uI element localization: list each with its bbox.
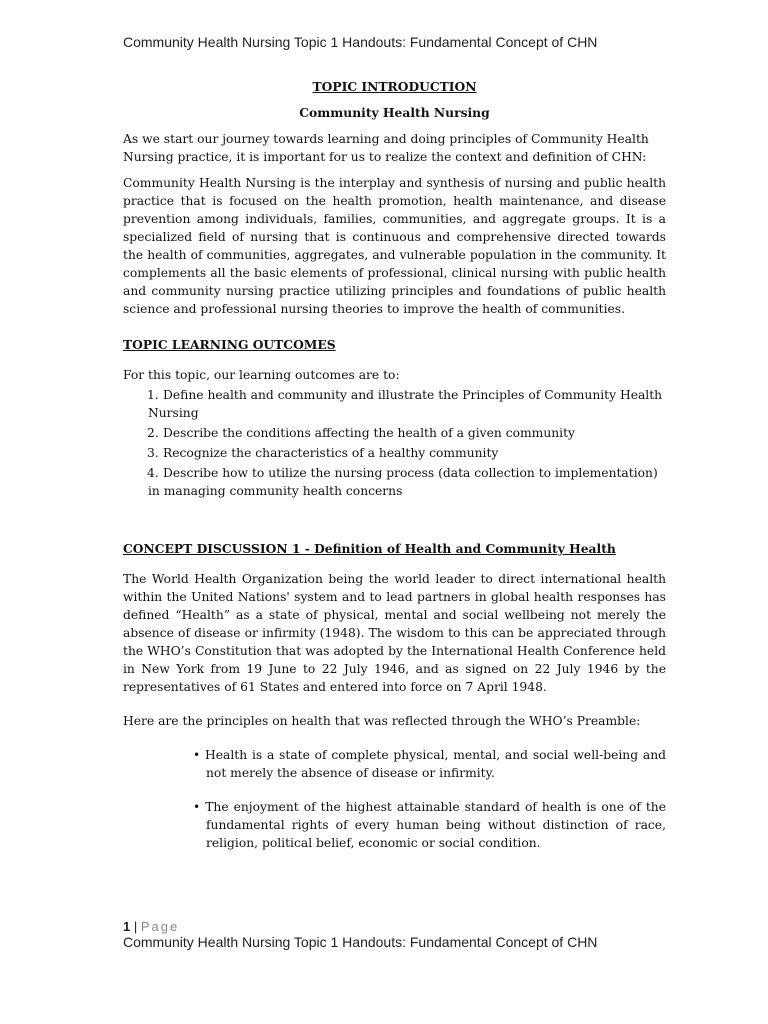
page-footer bbox=[123, 919, 597, 950]
bullet-icon: • bbox=[193, 800, 201, 814]
list-item bbox=[123, 746, 666, 782]
list-item bbox=[123, 424, 666, 442]
document-body bbox=[123, 76, 666, 868]
list-item-text: Define health and community and illustrate the Principles of Community Health Nursing bbox=[148, 388, 663, 420]
who-paragraph: The World Health Organization being the world leader to direct international health within the United Nations' system and to lead partners in global health responses has defined “Health” as a state of physical, mental and social wellbeing not merely the absence of disease or infirmity (1948). The wisdom to this can be appreciated through the WHO’s Constitution that was adopted by the International Health Conference held in New York from 19 June to 22 July 1946, and as signed on 22 July 1946 by the representatives of 61 States and entered into force on 7 April 1948. bbox=[123, 572, 666, 694]
page-word: Page bbox=[140, 919, 180, 934]
outcomes-intro: For this topic, our learning outcomes are to: bbox=[123, 368, 400, 382]
list-item-text: Describe how to utilize the nursing process (data collection to implementation) in managing community health concerns bbox=[148, 466, 658, 498]
page-header: Community Health Nursing Topic 1 Handouts: Fundamental Concept of CHN bbox=[123, 34, 598, 50]
list-item-text: Describe the conditions affecting the health of a given community bbox=[163, 426, 575, 440]
topic-title: TOPIC INTRODUCTION bbox=[312, 79, 477, 94]
list-item bbox=[123, 464, 666, 500]
list-item-number: 1. bbox=[147, 388, 159, 402]
concept-heading: CONCEPT DISCUSSION 1 - Definition of Health and Community Health bbox=[123, 541, 616, 556]
principles-intro: Here are the principles on health that was reflected through the WHO’s Preamble: bbox=[123, 714, 641, 728]
principles-list bbox=[123, 746, 666, 852]
outcomes-heading: TOPIC LEARNING OUTCOMES bbox=[123, 337, 336, 352]
intro-paragraph: As we start our journey towards learning and doing principles of Community Health Nursing practice, it is important for us to realize the context and definition of CHN: bbox=[123, 132, 649, 164]
list-item-number: 3. bbox=[147, 446, 159, 460]
bullet-icon: • bbox=[193, 748, 201, 762]
page-number: 1 bbox=[123, 919, 131, 934]
list-item bbox=[123, 798, 666, 852]
list-item bbox=[123, 444, 666, 462]
page-separator: | bbox=[133, 919, 138, 934]
topic-subtitle: Community Health Nursing bbox=[299, 105, 490, 120]
bullet-text: The enjoyment of the highest attainable standard of health is one of the fundamental rights of every human being without distinction of race, religion, political belief, economic or social condition. bbox=[205, 800, 666, 850]
definition-paragraph: Community Health Nursing is the interplay and synthesis of nursing and public health practice that is focused on the health promotion, health maintenance, and disease prevention among individuals, families, communities, and aggregate groups. It is a specialized field of nursing that is continuous and comprehensive directed towards the health of communities, aggregates, and vulnerable population in the community. It complements all the basic elements of professional, clinical nursing with public health and community nursing practice utilizing principles and foundations of public health science and professional nursing theories to improve the health of communities. bbox=[123, 176, 666, 316]
list-item-text: Recognize the characteristics of a healthy community bbox=[163, 446, 499, 460]
outcomes-list bbox=[123, 386, 666, 500]
footer-text: Community Health Nursing Topic 1 Handouts: Fundamental Concept of CHN bbox=[123, 934, 598, 950]
page-number-line bbox=[123, 919, 597, 934]
list-item-number: 4. bbox=[147, 466, 159, 480]
list-item-number: 2. bbox=[147, 426, 159, 440]
bullet-text: Health is a state of complete physical, mental, and social well-being and not merely the absence of disease or infirmity. bbox=[205, 748, 666, 780]
list-item bbox=[123, 386, 666, 422]
